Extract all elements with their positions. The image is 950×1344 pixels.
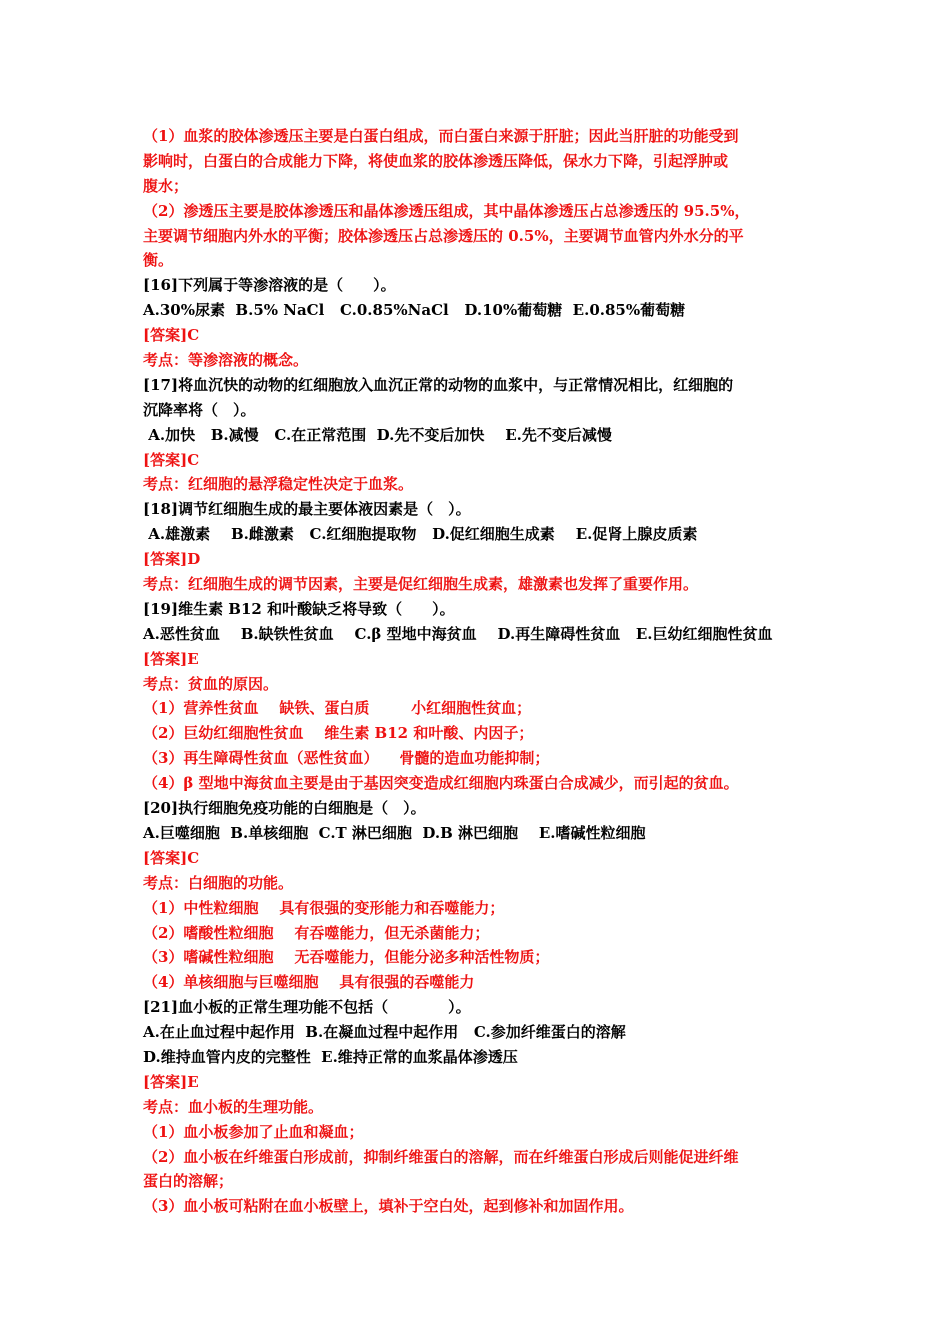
question-text-line: [21]血小板的正常生理功能不包括（ ）。 [143,998,471,1017]
question-text-line: A.加快 B.减慢 C.在正常范围 D.先不变后加快 E.先不变后减慢 [143,425,612,444]
answer-text-line: （3）血小板可粘附在血小板壁上，填补于空白处，起到修补和加固作用。 [143,1197,634,1216]
answer-text-line: （1）营养性贫血 缺铁、蛋白质 小红细胞性贫血； [143,699,532,718]
question-text-line: A.雄激素 B.雌激素 C.红细胞提取物 D.促红细胞生成素 E.促肾上腺皮质素 [143,525,698,544]
answer-text-line: 考点：血小板的生理功能。 [143,1097,324,1116]
answer-text-line: （4）β 型地中海贫血主要是由于基因突变造成红细胞内珠蛋白合成减少，而引起的贫血。 [143,774,739,793]
question-text-line: D.维持血管内皮的完整性 E.维持正常的血浆晶体渗透压 [143,1047,518,1066]
answer-text-line: [答案]C [143,326,200,345]
answer-text-line: （1）血小板参加了止血和凝血； [143,1122,364,1141]
answer-text-line: 蛋白的溶解； [143,1172,234,1191]
answer-text-line: （4）单核细胞与巨噬细胞 具有很强的吞噬能力 [143,973,475,992]
answer-text-line: 影响时，白蛋白的合成能力下降，将使血浆的胶体渗透压降低，保水力下降，引起浮肿或 [143,151,729,170]
answer-text-line: （2）渗透压主要是胶体渗透压和晶体渗透压组成，其中晶体渗透压占总渗透压的 95.5%， [143,201,750,220]
answer-text-line: [答案]E [143,1072,199,1091]
question-text-line: [16]下列属于等渗溶液的是（ ）。 [143,276,396,295]
answer-text-line: （1）血浆的胶体渗透压主要是白蛋白组成，而白蛋白来源于肝脏；因此当肝脏的功能受到 [143,127,739,145]
answer-text-line: 考点：白细胞的功能。 [143,873,294,892]
question-text-line: 沉降率将（ ）。 [143,400,256,419]
answer-text-line: （3）嗜碱性粒细胞 无吞噬能力，但能分泌多种活性物质； [143,948,550,967]
answer-text-line: （2）巨幼红细胞性贫血 维生素 B12 和叶酸、内因子； [143,724,534,743]
question-text-line: A.30%尿素 B.5% NaCl C.0.85%NaCl D.10%葡萄糖 E.0.85%葡萄糖 [143,301,686,320]
answer-text-line: 主要调节细胞内外水的平衡；胶体渗透压占总渗透压的 0.5%，主要调节血管内外水分的平 [143,226,744,245]
answer-text-line: （2）血小板在纤维蛋白形成前，抑制纤维蛋白的溶解，而在纤维蛋白形成后则能促进纤维 [143,1147,739,1166]
answer-text-line: [答案]C [143,450,200,469]
answer-text-line: （3）再生障碍性贫血（恶性贫血） 骨髓的造血功能抑制； [143,749,550,768]
answer-text-line: 考点：等渗溶液的概念。 [143,351,309,370]
question-text-line: [17]将血沉快的动物的红细胞放入血沉正常的动物的血浆中，与正常情况相比，红细胞的 [143,375,734,394]
answer-text-line: 考点：红细胞生成的调节因素，主要是促红细胞生成素，雄激素也发挥了重要作用。 [143,575,699,594]
question-text-line: A.在止血过程中起作用 B.在凝血过程中起作用 C.参加纤维蛋白的溶解 [143,1023,626,1042]
question-text-line: [20]执行细胞免疫功能的白细胞是（ ）。 [143,799,426,818]
document-body [143,124,813,1219]
question-text-line: [18]调节红细胞生成的最主要体液因素是（ ）。 [143,500,471,519]
answer-text-line: 考点：贫血的原因。 [143,674,279,693]
question-text-line: A.恶性贫血 B.缺铁性贫血 C.β 型地中海贫血 D.再生障碍性贫血 E.巨幼红细胞性贫血 [143,624,773,643]
answer-text-line: （1）中性粒细胞 具有很强的变形能力和吞噬能力； [143,898,505,917]
question-text-line: A.巨噬细胞 B.单核细胞 C.T 淋巴细胞 D.B 淋巴细胞 E.嗜碱性粒细胞 [143,823,646,842]
answer-text-line: [答案]D [143,550,201,569]
answer-text-line: （2）嗜酸性粒细胞 有吞噬能力，但无杀菌能力； [143,923,490,942]
answer-text-line: 衡。 [143,251,174,270]
answer-text-line: 腹水； [143,176,189,195]
answer-text-line: 考点：红细胞的悬浮稳定性决定于血浆。 [143,475,414,494]
question-text-line: [19]维生素 B12 和叶酸缺乏将导致（ ）。 [143,599,455,618]
answer-text-line: [答案]E [143,649,199,668]
answer-text-line: [答案]C [143,848,200,867]
